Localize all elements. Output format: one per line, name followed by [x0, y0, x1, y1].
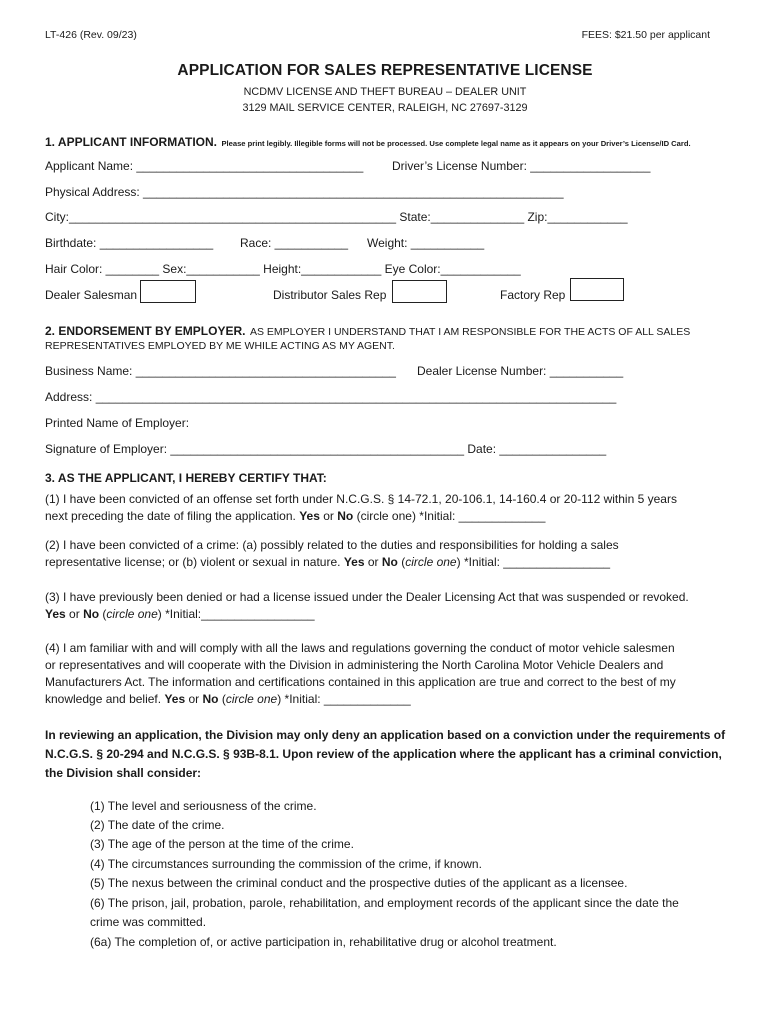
race-field[interactable]: Race: ___________ — [240, 236, 349, 250]
item1-initial-field[interactable]: *Initial: _____________ — [419, 509, 546, 523]
distributor-sales-rep-checkbox[interactable] — [392, 280, 447, 303]
form-subtitle-bureau: NCDMV LICENSE AND THEFT BUREAU – DEALER UNIT — [243, 86, 527, 98]
item4-yes-option[interactable]: Yes — [164, 692, 186, 706]
certification-item-1 — [45, 491, 735, 525]
consideration-item: (2) The date of the crime. — [90, 818, 225, 832]
distributor-sales-rep-label: Distributor Sales Rep — [273, 288, 387, 302]
item4-no-option[interactable]: No — [202, 692, 219, 706]
item1-line2: next preceding the date of filing the application. Yes or No (circle one) *Initial: _____________ — [45, 509, 546, 523]
certification-item-2 — [45, 537, 735, 571]
applicant-name-field[interactable]: Applicant Name: __________________________________ — [45, 159, 364, 173]
birthdate-field[interactable]: Birthdate: _________________ — [45, 236, 214, 250]
certification-item-3 — [45, 589, 735, 623]
consideration-item: (3) The age of the person at the time of the crime. — [90, 837, 354, 851]
item2-no-option[interactable]: No — [381, 555, 398, 569]
hair-sex-height-eye-field[interactable]: Hair Color: ________ Sex:___________ Height:____________ Eye Color:____________ — [45, 262, 521, 276]
printed-name-employer-field[interactable]: Printed Name of Employer: — [45, 416, 190, 430]
item1-yes-option[interactable]: Yes — [299, 509, 320, 523]
item3-line1: (3) I have previously been denied or had a license issued under the Dealer Licensing Act that was suspended or revoked. — [45, 590, 689, 604]
section1-heading-row — [45, 133, 691, 151]
physical-address-field[interactable]: Physical Address: _______________________________________________________________ — [45, 185, 564, 199]
review-line3: the Division shall consider: — [45, 766, 202, 780]
certification-item-4 — [45, 640, 735, 708]
weight-field[interactable]: Weight: ___________ — [367, 236, 485, 250]
consideration-item: (6) The prison, jail, probation, parole, rehabilitation, and employment records of the applicant since the date the — [90, 896, 679, 910]
item4-line1: (4) I am familiar with and will comply with all the laws and regulations governing the conduct of motor vehicle salesmen — [45, 641, 675, 655]
section1-note: Please print legibly. Illegible forms will not be processed. Use complete legal name as it appears on your Driver’s License/ID Card. — [221, 139, 691, 148]
section2-text-line2: REPRESENTATIVES EMPLOYED BY ME WHILE ACTING AS MY AGENT. — [45, 340, 395, 352]
review-line1: In reviewing an application, the Division may only deny an application based on a conviction under the requirements of — [45, 728, 726, 742]
section3-heading: 3. AS THE APPLICANT, I HEREBY CERTIFY THAT: — [45, 471, 327, 485]
dealer-license-number-field[interactable]: Dealer License Number: ___________ — [417, 364, 624, 378]
section2-heading: 2. ENDORSEMENT BY EMPLOYER. — [45, 324, 246, 338]
item2-yes-option[interactable]: Yes — [343, 555, 365, 569]
item4-line3: Manufacturers Act. The information and certifications contained in this application are true and correct to the best of my — [45, 675, 676, 689]
item3-line2: Yes or No (circle one) *Initial:_________________ — [45, 607, 315, 621]
form-id: LT-426 (Rev. 09/23) — [45, 29, 137, 41]
consideration-item: (4) The circumstances surrounding the commission of the crime, if known. — [90, 857, 482, 871]
section2-heading-row — [45, 322, 690, 340]
consideration-item: (1) The level and seriousness of the crime. — [90, 799, 317, 813]
business-name-field[interactable]: Business Name: _______________________________________ — [45, 364, 396, 378]
item1-no-option[interactable]: No — [337, 509, 354, 523]
fees-text: FEES: $21.50 per applicant — [581, 29, 710, 41]
consideration-item: (5) The nexus between the criminal conduct and the prospective duties of the applicant as a licensee. — [90, 876, 628, 890]
form-title: APPLICATION FOR SALES REPRESENTATIVE LICENSE — [177, 62, 593, 79]
section2-text-line1: AS EMPLOYER I UNDERSTAND THAT I AM RESPONSIBLE FOR THE ACTS OF ALL SALES — [249, 326, 691, 338]
item2-initial-field[interactable]: *Initial: ________________ — [463, 555, 611, 569]
form-subtitle-address: 3129 MAIL SERVICE CENTER, RALEIGH, NC 27697-3129 — [242, 102, 528, 114]
item4-initial-field[interactable]: *Initial: _____________ — [284, 692, 411, 706]
employer-address-field[interactable]: Address: ______________________________________________________________________________ — [45, 390, 617, 404]
signature-date-field[interactable]: Signature of Employer: ____________________________________________ Date: ________________ — [45, 442, 607, 456]
dealer-salesman-checkbox[interactable] — [140, 280, 196, 303]
item3-yes-option[interactable]: Yes — [45, 607, 66, 621]
item4-line2: or representatives and will cooperate with the Division in administering the North Carolina Motor Vehicle Dealers and — [45, 658, 664, 672]
review-paragraph — [45, 726, 735, 783]
factory-rep-label: Factory Rep — [500, 288, 566, 302]
drivers-license-field[interactable]: Driver’s License Number: __________________ — [392, 159, 651, 173]
section1-heading: 1. APPLICANT INFORMATION. — [45, 135, 217, 149]
city-state-zip-field[interactable]: City:_________________________________________________ State:______________ Zip:____________ — [45, 210, 628, 224]
dealer-salesman-label: Dealer Salesman — [45, 288, 138, 302]
item1-line1: (1) I have been convicted of an offense set forth under N.C.G.S. § 14-72.1, 20-106.1, 14-160.4 or 20-112 within 5 years — [45, 492, 677, 506]
review-line2: N.C.G.S. § 20-294 and N.C.G.S. § 93B-8.1. Upon review of the application where the applicant has a criminal conviction, — [45, 747, 722, 761]
item4-line4: knowledge and belief. Yes or No (circle one) *Initial: _____________ — [45, 692, 411, 706]
item2-line2: representative license; or (b) violent or sexual in nature. Yes or No (circle one) *Initial: ________________ — [45, 555, 611, 569]
consideration-item: (6a) The completion of, or active participation in, rehabilitative drug or alcohol treatment. — [90, 935, 557, 949]
item3-initial-field[interactable]: *Initial:_________________ — [165, 607, 315, 621]
consideration-item: crime was committed. — [90, 915, 207, 929]
factory-rep-checkbox[interactable] — [570, 278, 624, 301]
item2-line1: (2) I have been convicted of a crime: (a) possibly related to the duties and responsibilities for holding a sales — [45, 538, 619, 552]
item3-no-option[interactable]: No — [83, 607, 100, 621]
